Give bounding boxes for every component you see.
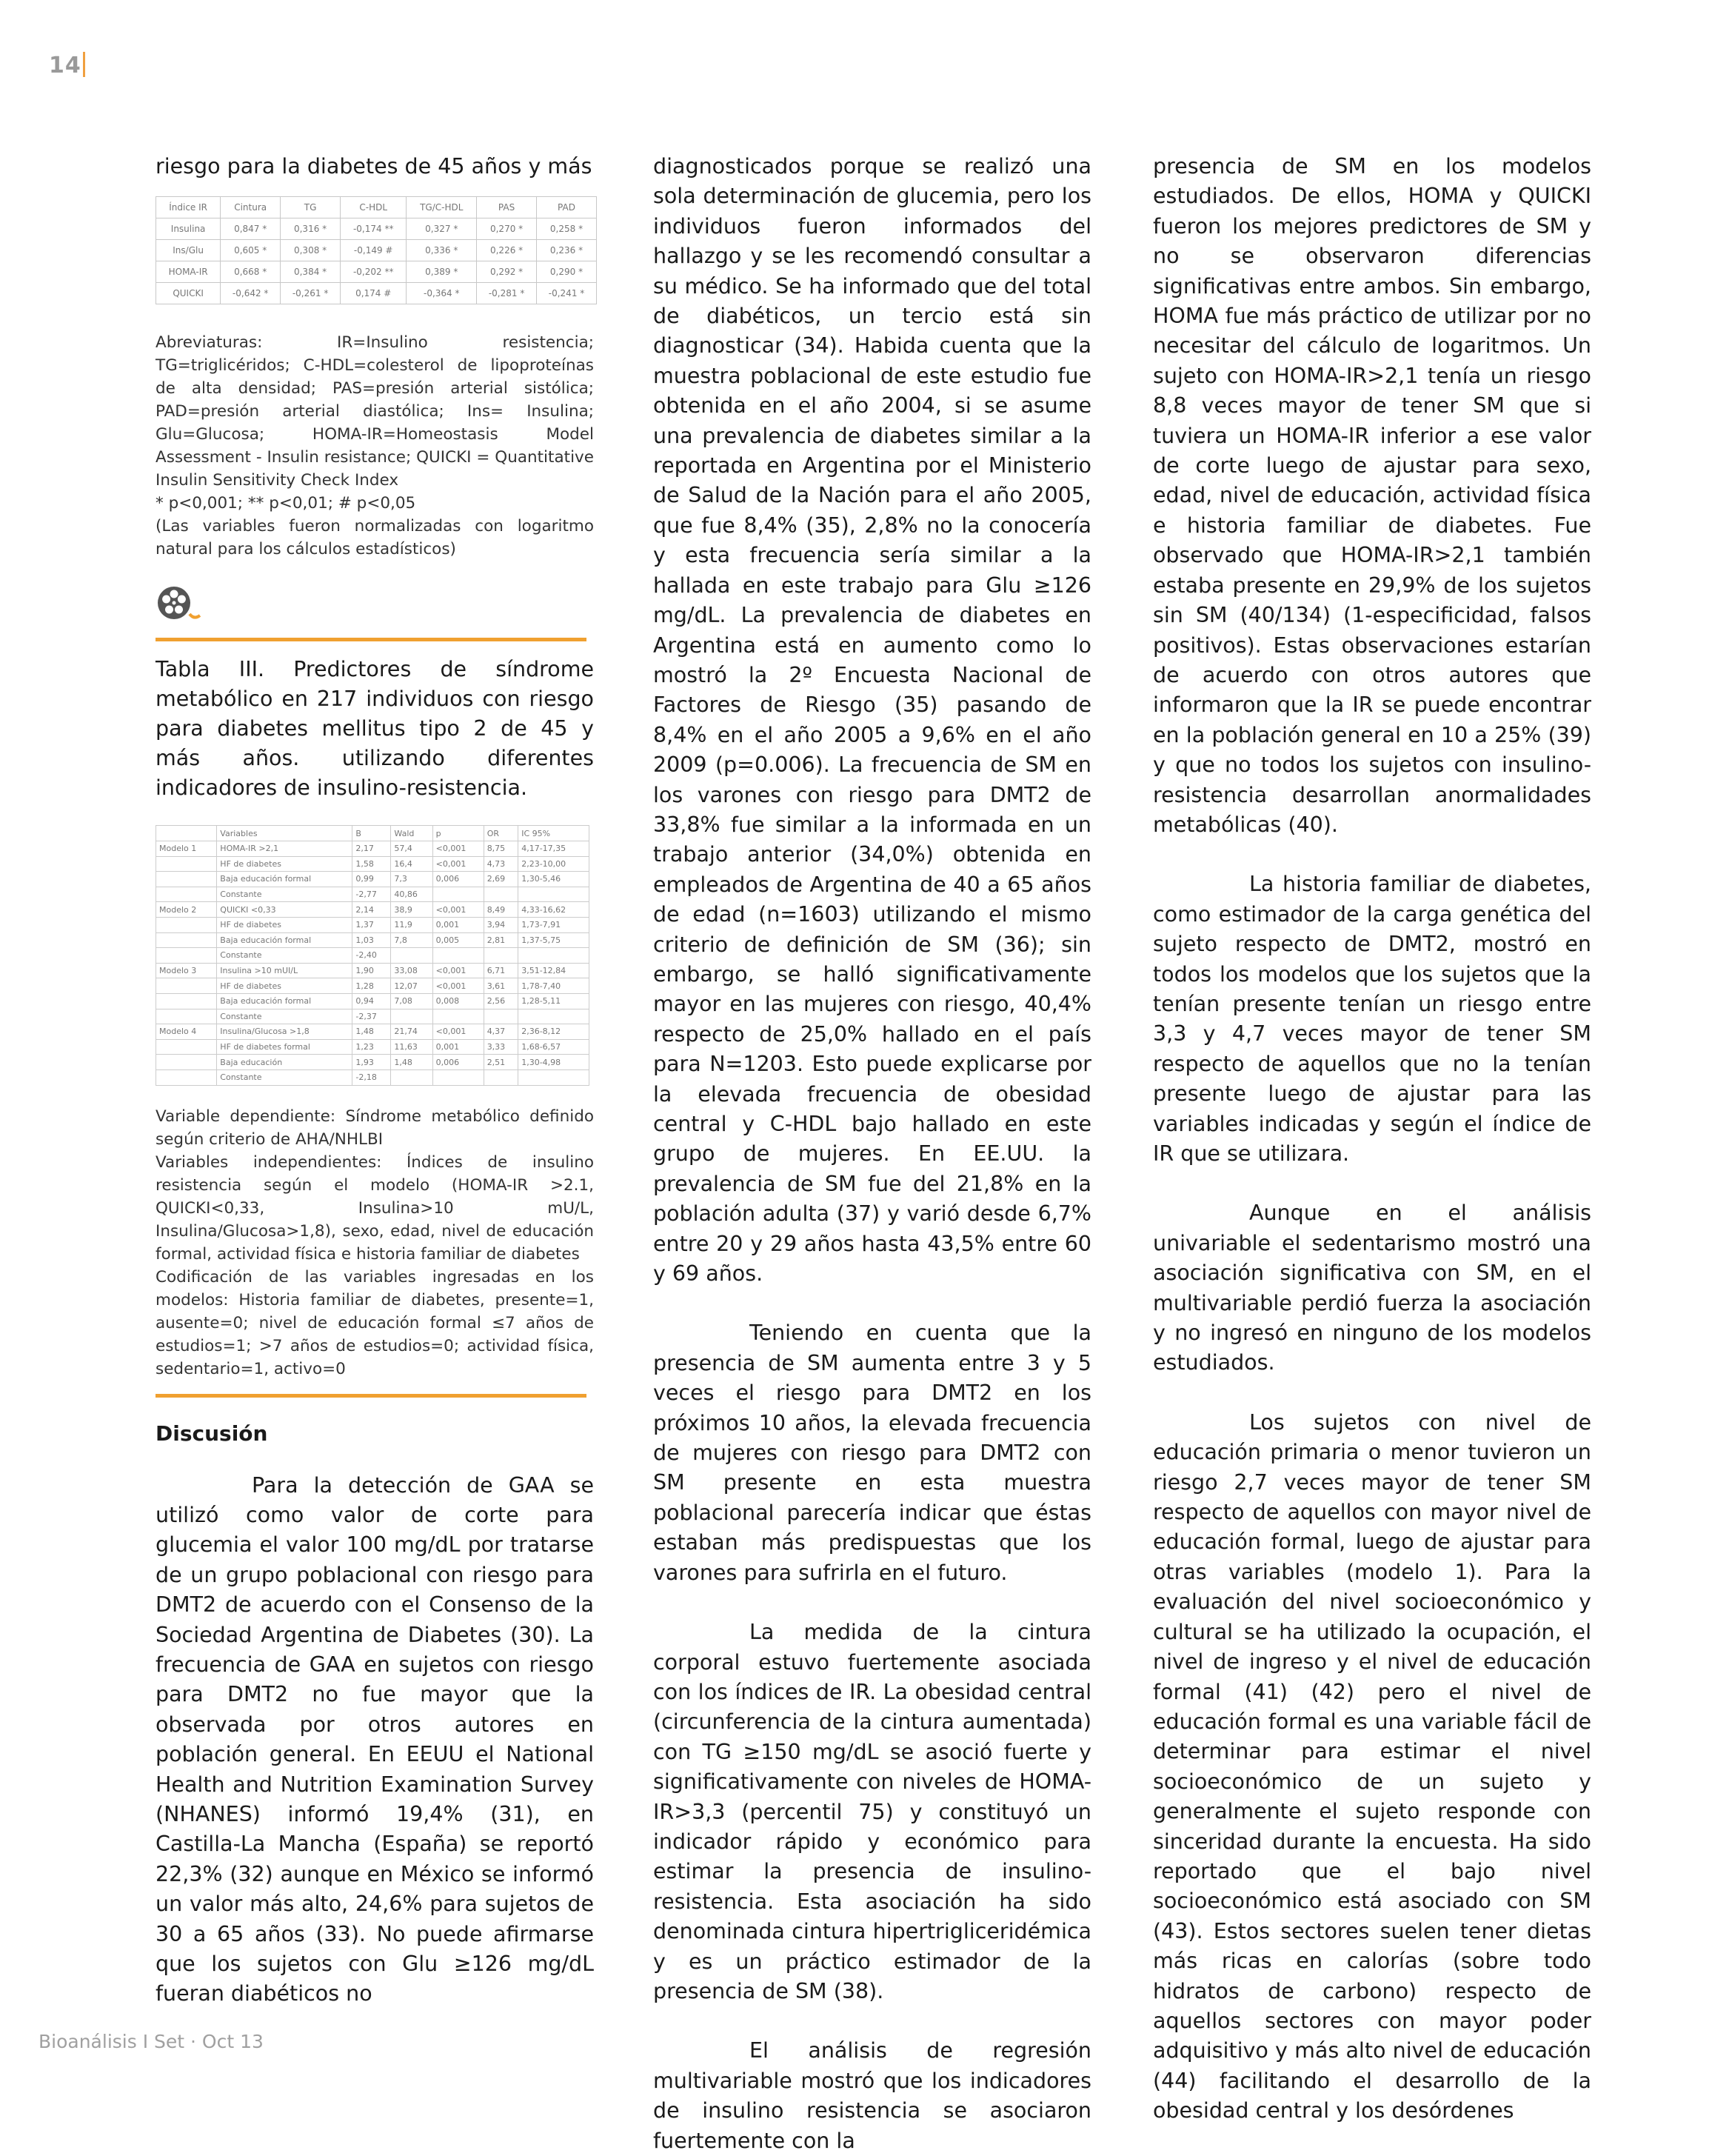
table-cell: 1,37 (352, 917, 391, 932)
table-cell: 0,001 (432, 1039, 484, 1055)
table-row (156, 963, 589, 978)
table-cell: 0,308 * (281, 240, 341, 261)
table-cell (518, 887, 589, 902)
table-cell: Baja educación formal (217, 872, 352, 887)
table-cell: <0,001 (432, 978, 484, 994)
table-cell: 0,006 (432, 872, 484, 887)
table-cell: 2,14 (352, 902, 391, 918)
table-header-cell: Variables (217, 826, 352, 841)
page-number: 14 (49, 52, 85, 79)
table-cell: 2,56 (484, 993, 518, 1009)
table-cell: 0,94 (352, 993, 391, 1009)
table-cell: 0,174 # (341, 283, 407, 304)
table-cell (156, 932, 217, 948)
table-row (156, 902, 589, 918)
table-cell (484, 887, 518, 902)
table-cell: 1,93 (352, 1055, 391, 1070)
column-1 (156, 152, 594, 2009)
table-cell (156, 917, 217, 932)
table-cell: 0,001 (432, 917, 484, 932)
table-cell: 0,006 (432, 1055, 484, 1070)
table-row (156, 978, 589, 994)
table-cell: 7,8 (391, 932, 432, 948)
table3-note-dependent: Variable dependiente: Síndrome metabólico definido según criterio de AHA/NHLBI (156, 1107, 594, 1149)
table-cell: 2,51 (484, 1055, 518, 1070)
table-cell: Constante (217, 887, 352, 902)
table-cell: 11,63 (391, 1039, 432, 1055)
table-row (156, 1039, 589, 1055)
paragraph: El análisis de regresión multivariable mostró que los indicadores de insulino resistencia se asociaron fuertemente con la (653, 2038, 1091, 2153)
table2-note-abbreviations: Abreviaturas: IR=Insulino resistencia; TG=triglicéridos; C-HDL=colesterol de lipoproteínas de alta densidad; PAS=presión arterial sistólica; PAD=presión arterial diastólica; Ins= Insulina; Glu=Glucosa; HOMA-IR=Homeostasis Model Assessment - Insulin resistance; QUICKI = Quantitative Insulin Sensitivity Check Index (156, 333, 594, 490)
table-cell: 3,94 (484, 917, 518, 932)
table-cell: Insulina >10 mUI/L (217, 963, 352, 978)
table-cell: 0,605 * (221, 240, 281, 261)
table-cell: HF de diabetes (217, 978, 352, 994)
table-row (156, 993, 589, 1009)
table-cell: 0,008 (432, 993, 484, 1009)
table-header-row (156, 826, 589, 841)
table-cell: 1,90 (352, 963, 391, 978)
table-row (156, 218, 597, 240)
table-row (156, 887, 589, 902)
table-cell (432, 1069, 484, 1085)
table-cell: HF de diabetes formal (217, 1039, 352, 1055)
table-cell: 3,51-12,84 (518, 963, 589, 978)
table-cell: 4,17-17,35 (518, 841, 589, 857)
table-cell: 0,005 (432, 932, 484, 948)
table-cell: -0,149 # (341, 240, 407, 261)
table-cell: 1,48 (391, 1055, 432, 1070)
table-cell (391, 1009, 432, 1024)
table-row (156, 1009, 589, 1024)
table-header-cell: Cintura (221, 197, 281, 218)
table-cell: -2,37 (352, 1009, 391, 1024)
table-cell: Ins/Glu (156, 240, 221, 261)
table-cell: -2,18 (352, 1069, 391, 1085)
table-cell (156, 856, 217, 872)
column-3 (1153, 152, 1591, 2126)
table-cell: 3,61 (484, 978, 518, 994)
table-cell (518, 1069, 589, 1085)
table-cell: <0,001 (432, 963, 484, 978)
table-row (156, 917, 589, 932)
table-cell: QUICKI <0,33 (217, 902, 352, 918)
table-cell (156, 872, 217, 887)
table-cell (432, 1009, 484, 1024)
table-cell: 7,3 (391, 872, 432, 887)
table-cell (156, 1069, 217, 1085)
table-cell: -0,241 * (537, 283, 597, 304)
table-cell: 57,4 (391, 841, 432, 857)
table-row (156, 1055, 589, 1070)
table-cell: 0,668 * (221, 261, 281, 283)
table-cell: 2,36-8,12 (518, 1024, 589, 1040)
table-cell: 0,847 * (221, 218, 281, 240)
footer: Bioanálisis I Set · Oct 13 (39, 2031, 264, 2052)
table-cell: Insulina (156, 218, 221, 240)
discussion-paragraph: Para la detección de GAA se utilizó como valor de corte para glucemia el valor 100 mg/dL por tratarse de un grupo poblacional con riesgo para DMT2 de acuerdo con el Consenso de la Sociedad Argentina de Diabetes (30). La frecuencia de GAA en sujetos con riesgo para DMT2 no fue mayor que la observada por otros autores en población general. En EEUU el National Health and Nutrition Examination Survey (NHANES) informó 19,4% (31), en Castilla-La Mancha (España) se reportó 22,3% (32) aunque en México se informó un valor más alto, 24,6% para sujetos de 30 a 65 años (33). No puede afirmarse que los sujetos con Glu ≥126 mg/dL fueran diabéticos no (156, 1472, 594, 2006)
table-header-cell: p (432, 826, 484, 841)
table-header-cell: C-HDL (341, 197, 407, 218)
column-2 (653, 152, 1091, 2156)
table-header-cell: B (352, 826, 391, 841)
table-cell (156, 887, 217, 902)
table-row (156, 283, 597, 304)
table-header-cell: Índice IR (156, 197, 221, 218)
table-cell: 1,73-7,91 (518, 917, 589, 932)
table-cell (518, 948, 589, 964)
table-cell: 40,86 (391, 887, 432, 902)
table-cell: 1,23 (352, 1039, 391, 1055)
table-cell: 1,37-5,75 (518, 932, 589, 948)
table-2 (156, 196, 597, 304)
table-header-cell: IC 95% (518, 826, 589, 841)
divider-rule (156, 1394, 586, 1398)
paragraph: Aunque en el análisis univariable el sedentarismo mostró una asociación significativa con SM, en el multivariable perdió fuerza la asociación y no ingresó en ninguno de los modelos estudiados. (1153, 1201, 1591, 1375)
film-reel-icon (156, 583, 594, 626)
table-cell: <0,001 (432, 841, 484, 857)
table-cell: HF de diabetes (217, 856, 352, 872)
table-cell: 1,30-4,98 (518, 1055, 589, 1070)
table-cell: 0,270 * (477, 218, 537, 240)
table-cell: <0,001 (432, 1024, 484, 1040)
table-cell: HOMA-IR >2,1 (217, 841, 352, 857)
table-row (156, 841, 589, 857)
divider-rule (156, 638, 586, 641)
table-row (156, 1024, 589, 1040)
table-header-cell: TG (281, 197, 341, 218)
paragraph: presencia de SM en los modelos estudiados. De ellos, HOMA y QUICKI fueron los mejores predictores de SM y no se observaron diferencias significativas entre ambos. Sin embargo, HOMA fue más práctico de utilizar por no necesitar del cálculo de logaritmos. Un sujeto con HOMA-IR>2,1 tenía un riesgo 8,8 veces mayor de tener SM que si tuviera un HOMA-IR inferior a ese valor de corte luego de ajustar para sexo, edad, nivel de educación, actividad física e historia familiar de diabetes. Fue observado que HOMA-IR>2,1 también estaba presente en 29,9% de los sujetos sin SM (40/134) (1-especificidad, falsos positivos). Estas observaciones estarían de acuerdo con otros autores que informaron que la IR se puede encontrar en la población general en 10 a 25% (39) y que no todos los sujetos con insulino-resistencia desarrollan anormalidades metabólicas (40). (1153, 154, 1591, 837)
table-cell: 21,74 (391, 1024, 432, 1040)
table-cell: 4,73 (484, 856, 518, 872)
table-cell: 1,30-5,46 (518, 872, 589, 887)
table-cell: Modelo 1 (156, 841, 217, 857)
table-cell: -2,77 (352, 887, 391, 902)
table-cell: 0,292 * (477, 261, 537, 283)
table-cell: 0,258 * (537, 218, 597, 240)
table-row (156, 1069, 589, 1085)
table-header-cell: TG/C-HDL (407, 197, 477, 218)
table-cell: 3,33 (484, 1039, 518, 1055)
table-cell: Insulina/Glucosa >1,8 (217, 1024, 352, 1040)
table-cell: 1,68-6,57 (518, 1039, 589, 1055)
table-cell: 1,28 (352, 978, 391, 994)
table-cell (156, 1009, 217, 1024)
table-cell: 16,4 (391, 856, 432, 872)
table-cell (391, 948, 432, 964)
table-cell: -0,281 * (477, 283, 537, 304)
table2-note-normalization: (Las variables fueron normalizadas con logaritmo natural para los cálculos estadísticos) (156, 517, 594, 559)
paragraph: diagnosticados porque se realizó una sola determinación de glucemia, pero los individuos fueron informados del hallazgo y se les recomendó consultar a su médico. Se ha informado que del total de diabéticos, un tercio está sin diagnosticar (34). Habida cuenta que la muestra poblacional de este estudio fue obtenida en el año 2004, si se asume una prevalencia de diabetes similar a la reportada en Argentina por el Ministerio de Salud de la Nación para el año 2005, que fue 8,4% (35), 2,8% no la conocería y esta frecuencia sería similar a la hallada en este trabajo para Glu ≥126 mg/dL. La prevalencia de diabetes en Argentina está en aumento como lo mostró la 2º Encuesta Nacional de Factores de Riesgo (35) pasando de 8,4% en el año 2005 a 9,6% en el año 2009 (p=0.006). La frecuencia de SM en los varones con riesgo para DMT2 de 33,8% fue similar a la informada en un trabajo anterior (34,0%) obtenida en empleados de Argentina de 40 a 65 años de edad (n=1603) utilizando el mismo criterio de definición de SM (36); sin embargo, se halló significativamente mayor en las mujeres con riesgo, 40,4% respecto de 25,0% hallado en el país para N=1203. Esto puede explicarse por la elevada frecuencia de obesidad central y C-HDL bajo hallado en este grupo de mujeres. En EE.UU. la prevalencia de SM fue del 21,8% en la población adulta (37) y varió desde 6,7% entre 20 y 29 años hasta 43,5% entre 60 y 69 años. (653, 154, 1091, 1286)
paragraph: La medida de la cintura corporal estuvo fuertemente asociada con los índices de IR. La obesidad central (circunferencia de la cintura aumentada) con TG ≥150 mg/dL se asoció fuerte y significativamente con niveles de HOMA-IR>3,3 (percentil 75) y constituyó un indicador rápido y económico para estimar la presencia de insulino-resistencia. Esta asociación ha sido denominada cintura hipertrigliceridémica y es un práctico estimador de la presencia de SM (38). (653, 1620, 1091, 2003)
table-row (156, 856, 589, 872)
table-cell: 7,08 (391, 993, 432, 1009)
table-3 (156, 825, 589, 1085)
table-cell: HOMA-IR (156, 261, 221, 283)
table-cell: 0,226 * (477, 240, 537, 261)
table-header-cell: OR (484, 826, 518, 841)
table-cell: 8,75 (484, 841, 518, 857)
table-header-cell: PAD (537, 197, 597, 218)
table-cell: 0,327 * (407, 218, 477, 240)
table-cell: 38,9 (391, 902, 432, 918)
table-cell: 6,71 (484, 963, 518, 978)
table-cell: Constante (217, 1009, 352, 1024)
table-row (156, 261, 597, 283)
table-cell: Baja educación (217, 1055, 352, 1070)
table-cell: 1,28-5,11 (518, 993, 589, 1009)
table-cell: 2,17 (352, 841, 391, 857)
table-cell: 2,23-10,00 (518, 856, 589, 872)
table-cell (484, 948, 518, 964)
intro-line: riesgo para la diabetes de 45 años y más (156, 154, 592, 178)
table-row (156, 240, 597, 261)
table-cell: 12,07 (391, 978, 432, 994)
table-cell (156, 993, 217, 1009)
table-cell (391, 1069, 432, 1085)
table-cell: Constante (217, 1069, 352, 1085)
section-heading: Discusión (156, 1421, 268, 1446)
table-cell: 2,81 (484, 932, 518, 948)
table3-note-independent: Variables independientes: Índices de insulino resistencia según el modelo (HOMA-IR >2.1, QUICKI<0,33, Insulina>10 mU/L, Insulina/Glucosa>1,8), sexo, edad, nivel de educación formal, actividad física e historia familiar de diabetes (156, 1152, 594, 1264)
table-cell: Constante (217, 948, 352, 964)
table2-note-significance: * p<0,001; ** p<0,01; # p<0,05 (156, 494, 416, 513)
table-cell: -0,202 ** (341, 261, 407, 283)
table-cell: -0,261 * (281, 283, 341, 304)
table-cell: 0,336 * (407, 240, 477, 261)
table-cell (484, 1069, 518, 1085)
table-cell: 0,316 * (281, 218, 341, 240)
table3-caption: Tabla III. Predictores de síndrome metabólico en 217 individuos con riesgo para diabetes mellitus tipo 2 de 45 y más años. utilizando diferentes indicadores de insulino-resistencia. (156, 657, 594, 801)
table-cell: 33,08 (391, 963, 432, 978)
table-cell (432, 948, 484, 964)
table-cell: -2,40 (352, 948, 391, 964)
table-cell: 0,236 * (537, 240, 597, 261)
table-cell (156, 948, 217, 964)
table-cell: 1,48 (352, 1024, 391, 1040)
table3-note-coding: Codificación de las variables ingresadas en los modelos: Historia familiar de diabetes, presente=1, ausente=0; nivel de educación formal ≤7 años de estudios=1; >7 años de estudios=0; actividad física, sedentario=1, activo=0 (156, 1267, 594, 1378)
table-cell: 1,78-7,40 (518, 978, 589, 994)
table-cell (484, 1009, 518, 1024)
table-cell (156, 978, 217, 994)
table-cell: -0,364 * (407, 283, 477, 304)
table-cell: <0,001 (432, 902, 484, 918)
table-cell: HF de diabetes (217, 917, 352, 932)
table-cell: 11,9 (391, 917, 432, 932)
table-row (156, 948, 589, 964)
table-cell: 8,49 (484, 902, 518, 918)
table-header-row (156, 197, 597, 218)
paragraph: Teniendo en cuenta que la presencia de SM aumenta entre 3 y 5 veces el riesgo para DMT2 en los próximos 10 años, la elevada frecuencia de mujeres con riesgo para DMT2 con SM presente en esta muestra poblacional parecería indicar que éstas estaban más predispuestas que los varones para sufrirla en el futuro. (653, 1321, 1091, 1585)
paragraph: La historia familiar de diabetes, como estimador de la carga genética del sujeto respecto de DMT2, mostró en todos los modelos que los sujetos que la tenían presente tenían un riesgo entre 3,3 y 4,7 veces mayor de tener SM respecto de aquellos que no la tenían presente luego de ajustar para las variables indicadas y según el índice de IR que se utilizara. (1153, 872, 1591, 1166)
table-cell: Modelo 2 (156, 902, 217, 918)
table-cell: -0,174 ** (341, 218, 407, 240)
table-cell: Baja educación formal (217, 993, 352, 1009)
table-cell: 1,03 (352, 932, 391, 948)
table-cell: <0,001 (432, 856, 484, 872)
table-row (156, 932, 589, 948)
table-cell: 0,99 (352, 872, 391, 887)
table-cell: 0,290 * (537, 261, 597, 283)
table-cell: Baja educación formal (217, 932, 352, 948)
table-row (156, 872, 589, 887)
table-cell: Modelo 3 (156, 963, 217, 978)
table-header-cell (156, 826, 217, 841)
table-cell (518, 1009, 589, 1024)
table-cell: 0,389 * (407, 261, 477, 283)
table-cell (432, 887, 484, 902)
paragraph: Los sujetos con nivel de educación primaria o menor tuvieron un riesgo 2,7 veces mayor de tener SM respecto de aquellos con mayor nivel de educación formal, luego de ajustar para otras variables (modelo 1). Para la evaluación del nivel socioeconómico y cultural se ha utilizado la ocupación, el nivel de ingreso y el nivel de educación formal (41) (42) pero el nivel de educación formal es una variable fácil de determinar para estimar el nivel socioeconómico de un sujeto y generalmente el sujeto responde con sinceridad durante la encuesta. Ha sido reportado que el bajo nivel socioeconómico está asociado con SM (43). Estos sectores suelen tener dietas más ricas en calorías (sobre todo hidratos de carbono) respecto de aquellos sectores con mayor poder adquisitivo y más alto nivel de educación (44) facilitando el desarrollo de la obesidad central y los desórdenes (1153, 1409, 1591, 2123)
table-cell (156, 1055, 217, 1070)
table-header-cell: Wald (391, 826, 432, 841)
table-cell: Modelo 4 (156, 1024, 217, 1040)
table-cell: 4,37 (484, 1024, 518, 1040)
table-cell: QUICKI (156, 283, 221, 304)
table-cell: 0,384 * (281, 261, 341, 283)
table-cell: -0,642 * (221, 283, 281, 304)
table-cell: 2,69 (484, 872, 518, 887)
table-header-cell: PAS (477, 197, 537, 218)
table-cell: 1,58 (352, 856, 391, 872)
table-cell (156, 1039, 217, 1055)
table-cell: 4,33-16,62 (518, 902, 589, 918)
